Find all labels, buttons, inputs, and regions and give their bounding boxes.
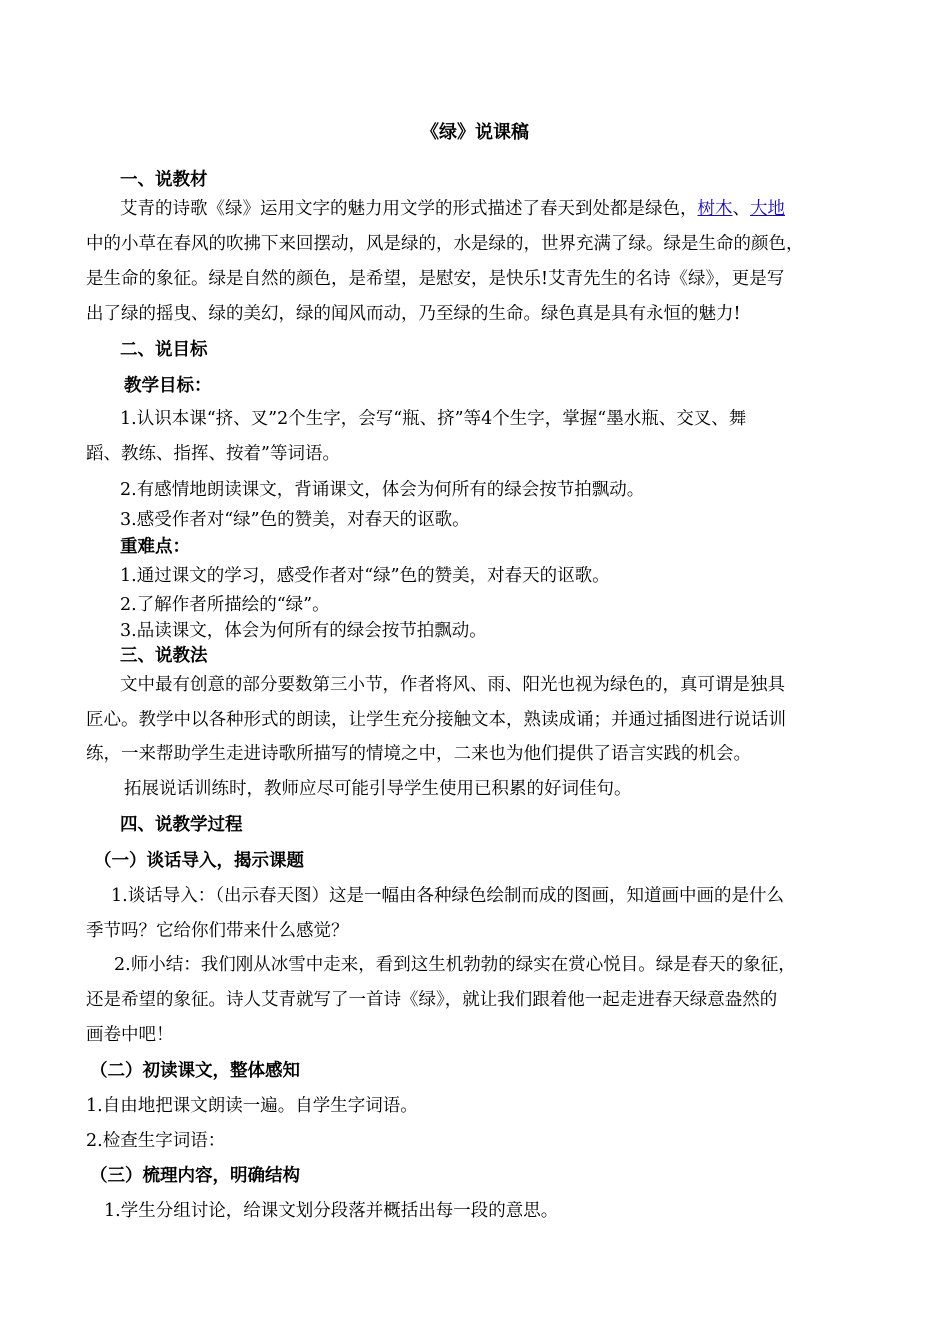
document-title: 《绿》说课稿 — [421, 122, 529, 143]
paragraph-line: 季节吗？它给你们带来什么感觉？ — [86, 921, 349, 941]
subsection-heading-introduction: （一）谈话导入，揭示课题 — [94, 851, 304, 871]
paragraph-line: 是生命的象征。绿是自然的颜色，是希望，是慰安，是快乐!艾青先生的名诗《绿》，更是写 — [86, 269, 785, 289]
paragraph-line: 中的小草在春风的吹拂下来回摆动，风是绿的，水是绿的，世界充满了绿。绿是生命的颜色， — [86, 234, 804, 254]
link-earth[interactable]: 大地 — [750, 199, 785, 219]
paragraph-text: 艾青的诗歌《绿》运用文字的魅力用文学的形式描述了春天到处都是绿色， — [120, 199, 698, 219]
paragraph-line: 2.师小结：我们刚从冰雪中走来，看到这生机勃勃的绿实在赏心悦目。绿是春天的象征， — [114, 955, 796, 975]
section-heading-teaching-material: 一、说教材 — [120, 170, 208, 190]
subsection-heading-first-reading: （二）初读课文，整体感知 — [90, 1061, 300, 1081]
paragraph-line — [120, 198, 785, 220]
paragraph-line: 画卷中吧！ — [86, 1025, 174, 1045]
separator-text: 、 — [732, 199, 750, 219]
paragraph-line: 1.谈话导入：（出示春天图）这是一幅由各种绿色绘制而成的图画，知道画中画的是什么 — [111, 886, 784, 906]
key-point-item: 1.通过课文的学习，感受作者对“绿”色的赞美，对春天的讴歌。 — [120, 566, 610, 586]
section-heading-teaching-process: 四、说教学过程 — [120, 815, 243, 835]
goal-item-continuation: 蹈、教练、指挥、按着”等词语。 — [86, 444, 340, 464]
section-heading-teaching-method: 三、说教法 — [120, 646, 208, 666]
paragraph-line: 1.自由地把课文朗读一遍。自学生字词语。 — [86, 1096, 418, 1116]
goal-item: 1.认识本课“挤、叉”2个生字，会写“瓶、挤”等4个生字，掌握“墨水瓶、交叉、舞 — [120, 409, 747, 429]
key-point-item: 3.品读课文，体会为何所有的绿会按节拍飘动。 — [120, 621, 487, 641]
subheading-key-points: 重难点： — [120, 537, 190, 557]
goal-item: 3.感受作者对“绿”色的赞美，对春天的讴歌。 — [120, 510, 470, 530]
paragraph-line: 文中最有创意的部分要数第三小节，作者将风、雨、阳光也视为绿色的，真可谓是独具 — [120, 675, 785, 695]
paragraph-line: 拓展说话训练时，教师应尽可能引导学生使用已积累的好词佳句。 — [124, 779, 632, 799]
link-trees[interactable]: 树木 — [697, 199, 733, 219]
goal-item: 2.有感情地朗读课文，背诵课文，体会为何所有的绿会按节拍飘动。 — [120, 480, 645, 500]
paragraph-line: 2.检查生字词语： — [86, 1131, 226, 1151]
subsection-heading-structure: （三）梳理内容，明确结构 — [90, 1166, 300, 1186]
paragraph-line: 匠心。教学中以各种形式的朗读，让学生充分接触文本，熟读成诵；并通过插图进行说话训 — [86, 710, 786, 730]
paragraph-line: 还是希望的象征。诗人艾青就写了一首诗《绿》，就让我们跟着他一起走进春天绿意盎然的 — [86, 990, 778, 1010]
key-point-item: 2.了解作者所描绘的“绿”。 — [120, 595, 330, 615]
section-heading-objectives: 二、说目标 — [120, 340, 208, 360]
paragraph-line: 出了绿的摇曳、绿的美幻，绿的闻风而动，乃至绿的生命。绿色真是具有永恒的魅力! — [86, 304, 741, 324]
paragraph-line: 1.学生分组讨论，给课文划分段落并概括出每一段的意思。 — [104, 1201, 559, 1221]
subheading-teaching-goals: 教学目标： — [124, 376, 212, 396]
paragraph-line: 练，一来帮助学生走进诗歌所描写的情境之中，二来也为他们提供了语言实践的机会。 — [86, 744, 751, 764]
